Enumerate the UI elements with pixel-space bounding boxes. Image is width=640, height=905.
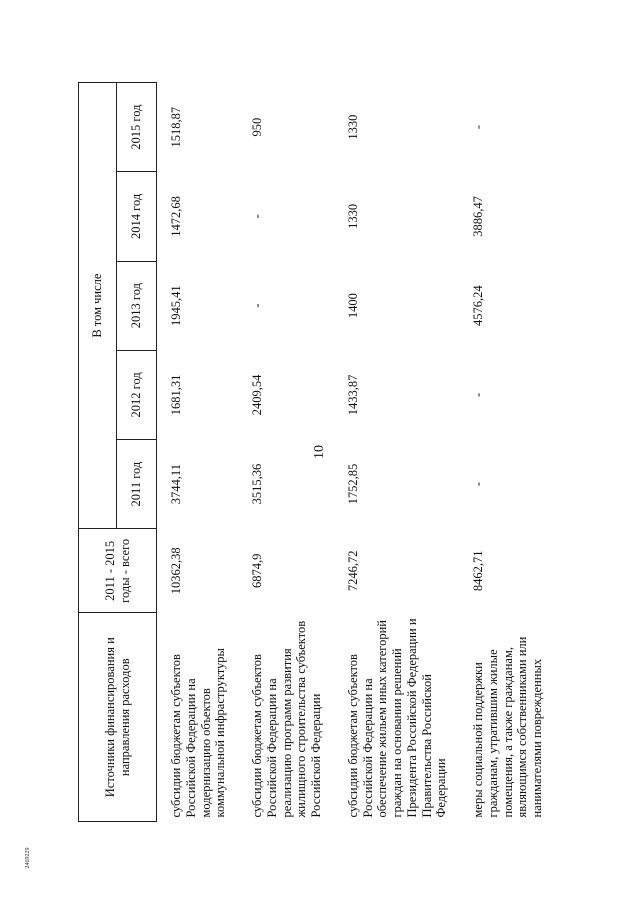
row-value: -: [471, 125, 485, 130]
row-value: 1330: [345, 114, 360, 140]
row-value: 1518,87: [169, 106, 183, 148]
row-total: 7246,72: [345, 550, 360, 592]
row-value: 1681,31: [169, 374, 183, 416]
header-in-that-number: В том числе: [79, 83, 117, 529]
row-total: 10362,38: [169, 547, 183, 595]
header-year: 2011 год: [117, 439, 157, 528]
row-value: -: [250, 303, 264, 308]
header-year: 2015 год: [117, 83, 157, 172]
row-description: субсидии бюджетам субъектов Российской Федерации на реализацию программ развития жилищного строительства субъектов Российской Федерации: [250, 620, 323, 818]
row-value: -: [250, 214, 264, 219]
row-value: 3515,36: [250, 463, 264, 505]
row-value: -: [471, 392, 485, 397]
row-value: 1400: [345, 293, 360, 319]
row-description: субсидии бюджетам субъектов Российской Федерации на модернизацию объектов коммунальной инфраструктуры: [169, 648, 228, 818]
row-description: субсидии бюджетам субъектов Российской Федерации на обеспечение жильем иных категорий граждан на основании решений Президента Российской Федерации и Правительства Российской Федерации: [345, 618, 449, 818]
funding-table: [78, 82, 555, 822]
row-value: 1433,87: [345, 374, 360, 416]
table-body: [157, 83, 555, 822]
page-number: 10: [312, 445, 327, 459]
row-description: меры социальной поддержки гражданам, утратившим жилые помещения, а также гражданам, являющимся собственниками или нанимателями поврежденных: [471, 636, 544, 818]
table-row: [459, 83, 555, 822]
header-year: 2012 год: [117, 350, 157, 439]
row-value: 1472,68: [169, 196, 183, 237]
row-total: 6874,9: [250, 553, 264, 589]
row-value: -: [471, 482, 485, 487]
header-year: 2013 год: [117, 261, 157, 350]
row-value: 1752,85: [345, 463, 360, 505]
table-row: [238, 83, 334, 822]
funding-table-wrapper: [78, 82, 562, 822]
document-code: 2469229: [25, 847, 31, 869]
row-value: 2409,54: [250, 374, 264, 416]
table-header: [79, 83, 157, 822]
row-value: 3744,11: [169, 464, 183, 505]
header-total: 2011 - 2015 годы - всего: [79, 529, 157, 613]
row-value: 1330: [345, 203, 360, 229]
row-total: 8462,71: [471, 550, 485, 592]
row-value: 4576,24: [471, 285, 485, 326]
header-year: 2014 год: [117, 172, 157, 261]
row-value: 1945,41: [169, 285, 183, 326]
table-row: [157, 83, 239, 822]
row-value: 950: [250, 117, 264, 137]
header-sources: Источники финансирования и направления расходов: [79, 613, 157, 822]
row-value: 3886,47: [471, 196, 485, 237]
table-row: [334, 83, 459, 822]
